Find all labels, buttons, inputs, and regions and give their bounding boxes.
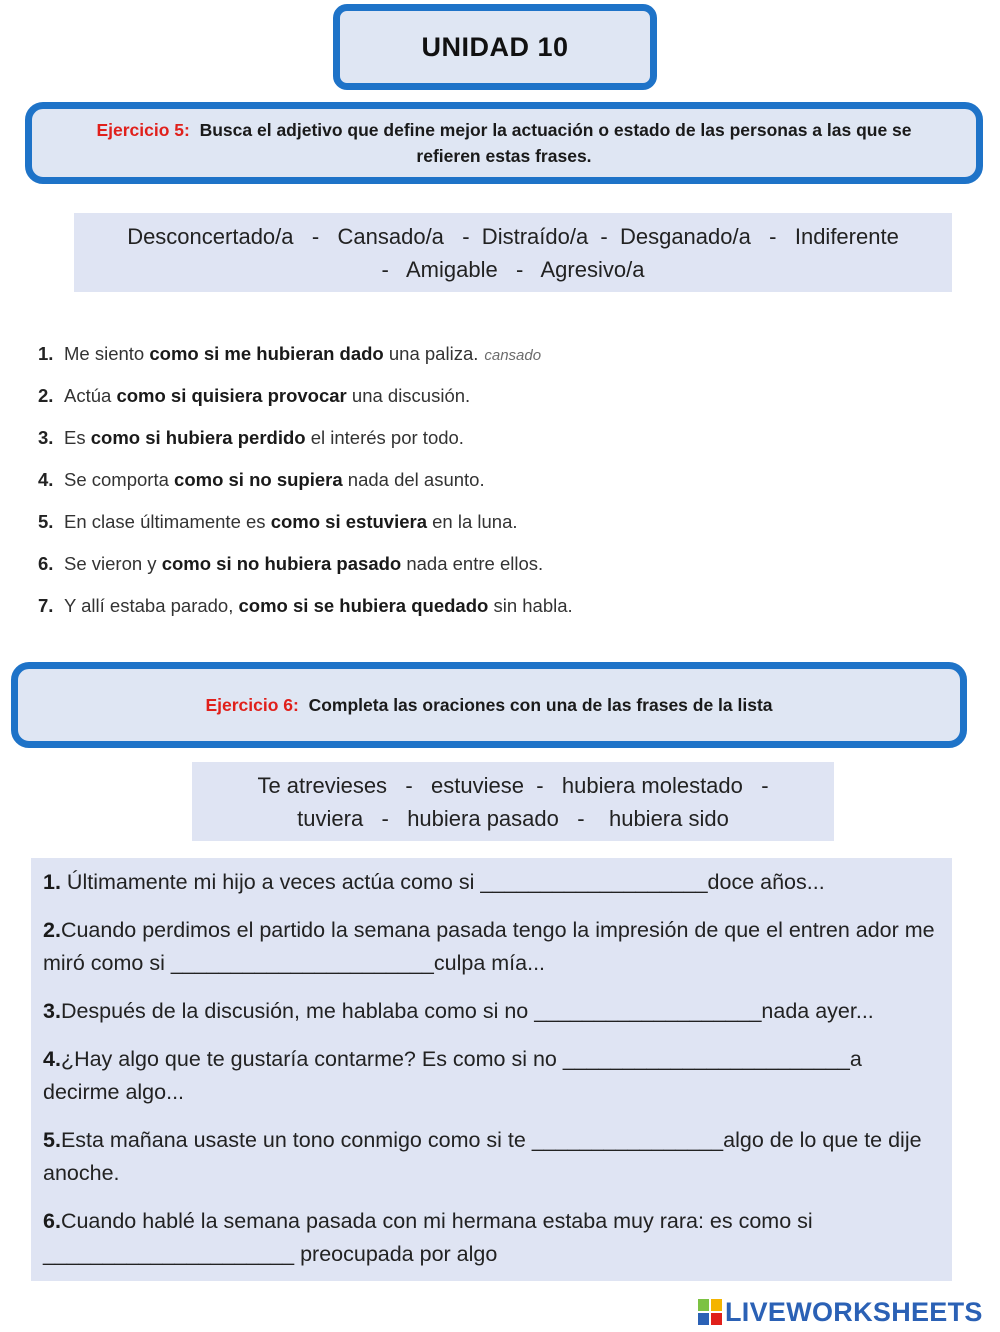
item-text: el interés por todo. [305, 427, 464, 448]
item-number: 5. [38, 511, 54, 532]
list-item [38, 504, 798, 546]
sentence-number: 3. [43, 999, 61, 1023]
exercise5-list [38, 336, 798, 630]
item-text: en la luna. [426, 511, 518, 532]
item-text: una discusión. [346, 385, 471, 406]
exercise6-instruction [205, 692, 772, 718]
liveworksheets-logo-icon [698, 1299, 722, 1325]
exercise6-word-bank [192, 762, 834, 841]
item-bold-text: como si estuviera [270, 511, 427, 532]
item-number: 4. [38, 469, 54, 490]
item-text: Actúa [64, 385, 117, 406]
item-text: En clase últimamente es [64, 511, 271, 532]
sentence-text[interactable]: ¿Hay algo que te gustaría contarme? Es como si no ________________________a decirme algo... [43, 1047, 862, 1104]
list-item [38, 420, 798, 462]
exercise5-instruction [96, 117, 911, 169]
item-number: 6. [38, 553, 54, 574]
exercise6-sentences-panel [31, 858, 952, 1281]
exercise6-instruction-text: Completa las oraciones con una de las frases de la lista [308, 695, 773, 715]
sentence-number: 6. [43, 1209, 61, 1233]
list-item [38, 462, 798, 504]
sentence-text[interactable]: Esta mañana usaste un tono conmigo como si te ________________algo de lo que te dije anoche. [43, 1128, 922, 1185]
word-bank-line: tuviera - hubiera pasado - hubiera sido [297, 805, 729, 831]
item-text: Es [64, 427, 91, 448]
item-text: Y allí estaba parado, [64, 595, 239, 616]
item-text: Me siento [64, 343, 150, 364]
item-text: Se comporta [64, 469, 175, 490]
sentence-number: 2. [43, 918, 61, 942]
sentence-number: 4. [43, 1047, 61, 1071]
title-box [333, 4, 657, 90]
list-item [38, 336, 798, 378]
item-text: sin habla. [488, 595, 573, 616]
sentence-item [43, 1205, 938, 1271]
item-number: 7. [38, 595, 54, 616]
item-bold-text: como si me hubieran dado [149, 343, 384, 364]
item-bold-text: como si se hubiera quedado [238, 595, 489, 616]
sentence-text[interactable]: Cuando perdimos el partido la semana pasada tengo la impresión de que el entren ador me miró como si ______________________culpa mía... [43, 918, 935, 975]
sentence-item [43, 1124, 938, 1190]
exercise5-instruction-line2: refieren estas frases. [416, 146, 592, 166]
sentence-item [43, 1043, 938, 1109]
exercise5-instruction-line1: Busca el adjetivo que define mejor la actuación o estado de las personas a las que se [199, 120, 912, 140]
word-bank-line: Te atrevieses - estuviese - hubiera molestado - [257, 772, 769, 798]
item-bold-text: como si no supiera [174, 469, 343, 490]
item-bold-text: como si hubiera perdido [90, 427, 306, 448]
item-bold-text: como si quisiera provocar [116, 385, 347, 406]
word-bank-line: - Amigable - Agresivo/a [381, 256, 645, 282]
item-number: 1. [38, 343, 54, 364]
page-title: UNIDAD 10 [421, 31, 569, 62]
exercise6-instruction-box [11, 662, 967, 748]
sentence-text[interactable]: Últimamente mi hijo a veces actúa como si ___________________doce años... [60, 870, 825, 894]
item-bold-text: como si no hubiera pasado [161, 553, 402, 574]
exercise5-label: Ejercicio 5: [96, 120, 190, 140]
sentence-item [43, 914, 938, 980]
sentence-item [43, 866, 938, 899]
exercise5-word-bank [74, 213, 952, 292]
sentence-item [43, 995, 938, 1028]
item-text: nada entre ellos. [401, 553, 544, 574]
sentence-text[interactable]: Cuando hablé la semana pasada con mi hermana estaba muy rara: es como si _____________________ preocupada por algo [43, 1209, 813, 1266]
exercise6-label: Ejercicio 6: [205, 695, 299, 715]
liveworksheets-logo[interactable] [698, 1296, 983, 1328]
sentence-number: 5. [43, 1128, 61, 1152]
logo-text: LIVEWORKSHEETS [725, 1296, 983, 1327]
item-number: 3. [38, 427, 54, 448]
exercise5-instruction-box [25, 102, 983, 184]
list-item [38, 588, 798, 630]
item-text: nada del asunto. [342, 469, 485, 490]
item-text: una paliza. [383, 343, 479, 364]
list-item [38, 546, 798, 588]
item-text: Se vieron y [64, 553, 162, 574]
sentence-text[interactable]: Después de la discusión, me hablaba como si no ___________________nada ayer... [60, 999, 874, 1023]
answer-field[interactable]: cansado [484, 347, 542, 364]
sentence-number: 1. [43, 870, 61, 894]
word-bank-line: Desconcertado/a - Cansado/a - Distraído/a - Desganado/a - Indiferente [127, 223, 899, 249]
list-item [38, 378, 798, 420]
item-number: 2. [38, 385, 54, 406]
